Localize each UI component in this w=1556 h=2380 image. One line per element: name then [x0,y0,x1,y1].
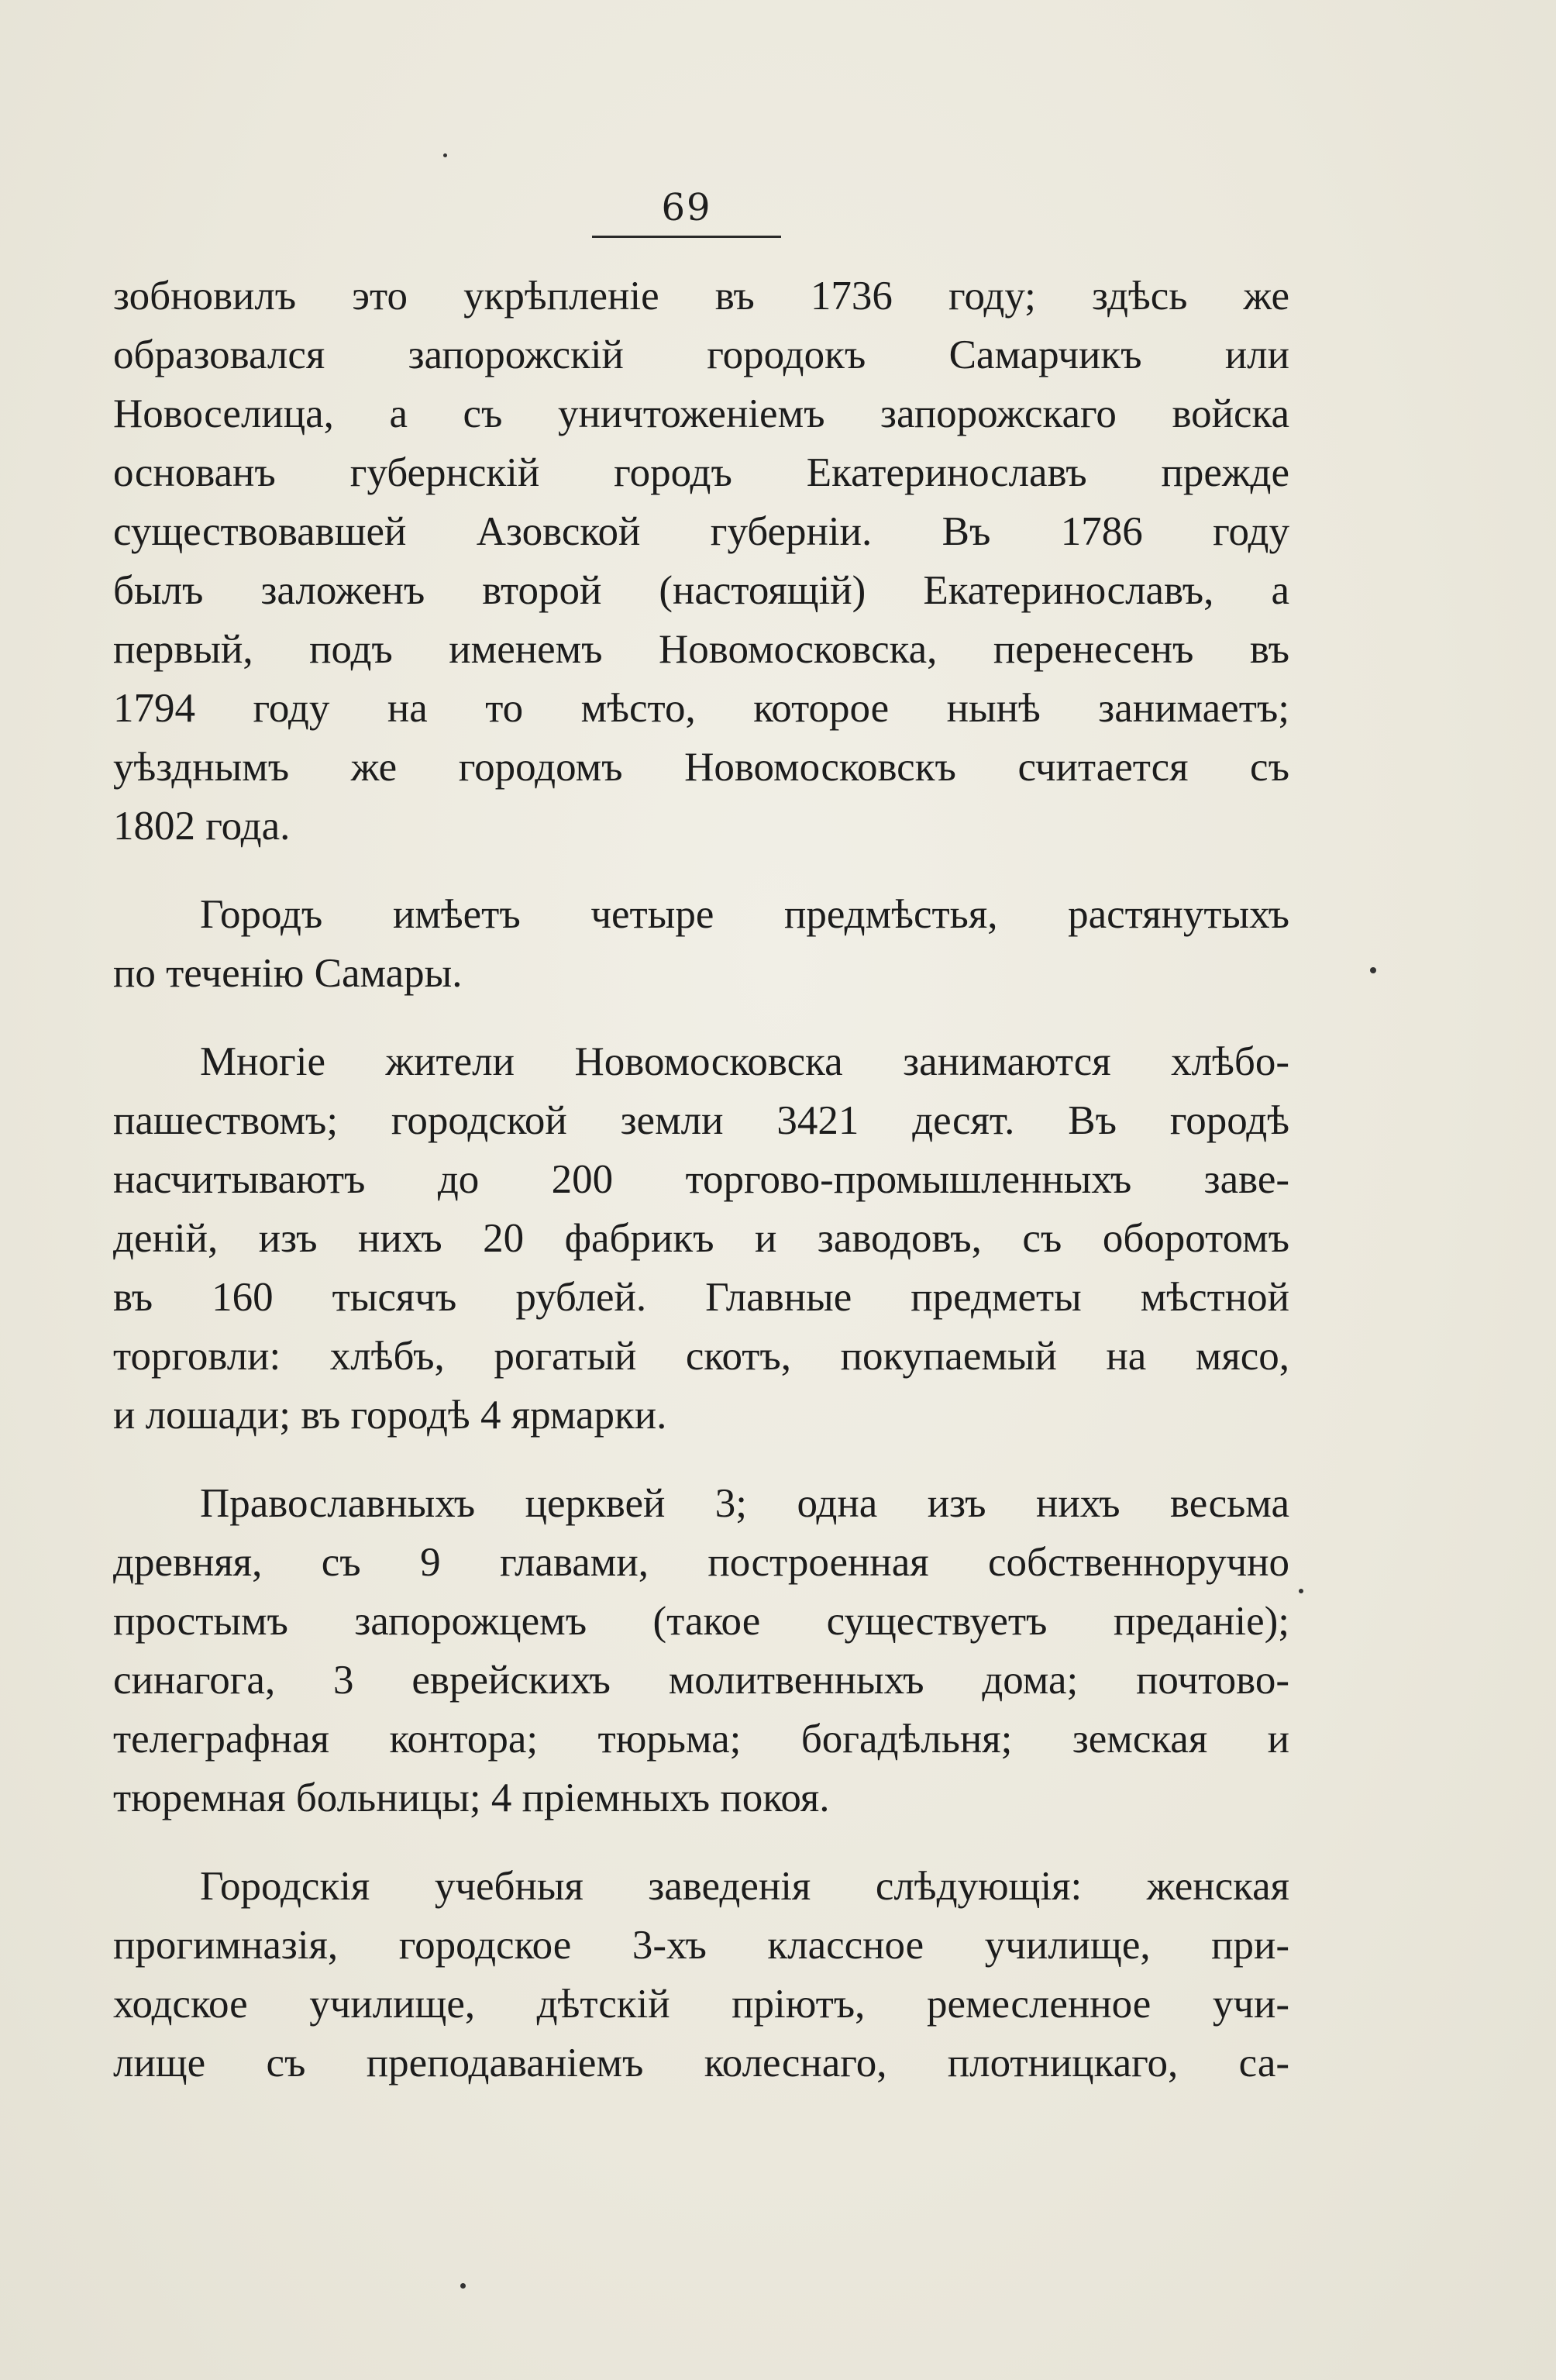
text-line: тюремная больницы; 4 пріемныхъ покоя. [113,1776,830,1820]
text-line: лище съ преподаваніемъ колеснаго, плотницкаго, са- [113,2041,1289,2086]
text-line: 1794 году на то мѣсто, которое нынѣ занимаетъ; [113,686,1289,731]
text-line: деній, изъ нихъ 20 фабрикъ и заводовъ, съ оборотомъ [113,1216,1289,1261]
text-line: Городъ имѣетъ четыре предмѣстья, растянутыхъ [200,892,1289,937]
paragraph-1 [113,267,1289,856]
text-line: прогимназія, городское 3-хъ классное училище, при- [113,1923,1289,1968]
paragraph-4 [113,1474,1289,1827]
page-number-rule [592,236,781,238]
text-line: ходское училище, дѣтскій пріютъ, ремесленное учи- [113,1982,1289,2027]
paragraph-3 [113,1032,1289,1445]
text-line: простымъ запорожцемъ (такое существуетъ преданіе); [113,1599,1289,1644]
page-number: 69 [661,186,712,229]
text-line: Православныхъ церквей 3; одна изъ нихъ весьма [200,1481,1289,1526]
text-line: насчитываютъ до 200 торгово-промышленныхъ заве- [113,1157,1289,1202]
text-line: древняя, съ 9 главами, построенная собственноручно [113,1540,1289,1585]
scan-speck [460,2283,466,2289]
scan-speck [1370,967,1376,973]
text-line: пашествомъ; городской земли 3421 десят. Въ городѣ [113,1098,1289,1143]
text-line: 1802 года. [113,804,291,849]
text-line: Городскія учебныя заведенія слѣдующія: женская [200,1864,1289,1909]
text-line: былъ заложенъ второй (настоящій) Екатеринославъ, а [113,568,1289,613]
text-line: Многіе жители Новомосковска занимаются хлѣбо- [200,1039,1289,1084]
text-line: зобновилъ это укрѣпленіе въ 1736 году; здѣсь же [113,274,1289,319]
scan-speck [443,153,447,157]
text-line: торговли: хлѣбъ, рогатый скотъ, покупаемый на мясо, [113,1334,1289,1379]
text-line: по теченію Самары. [113,951,463,996]
text-line: въ 160 тысячъ рублей. Главные предметы мѣстной [113,1275,1289,1320]
text-line: синагога, 3 еврейскихъ молитвенныхъ дома; почтово- [113,1658,1289,1703]
text-line: телеграфная контора; тюрьма; богадѣльня; земская и [113,1717,1289,1762]
text-line: первый, подъ именемъ Новомосковска, перенесенъ въ [113,627,1289,672]
text-line: и лошади; въ городѣ 4 ярмарки. [113,1393,667,1438]
text-line: образовался запорожскій городокъ Самарчикъ или [113,332,1289,377]
body-text [113,267,1289,2122]
text-line: существовавшей Азовской губерніи. Въ 1786 году [113,509,1289,554]
paragraph-5 [113,1857,1289,2092]
text-line: Новоселица, а съ уничтоженіемъ запорожскаго войска [113,391,1289,436]
scan-speck [1299,1589,1303,1593]
text-line: уѣзднымъ же городомъ Новомосковскъ считается съ [113,745,1289,790]
paragraph-2 [113,885,1289,1003]
text-line: основанъ губернскій городъ Екатеринославъ прежде [113,450,1289,495]
